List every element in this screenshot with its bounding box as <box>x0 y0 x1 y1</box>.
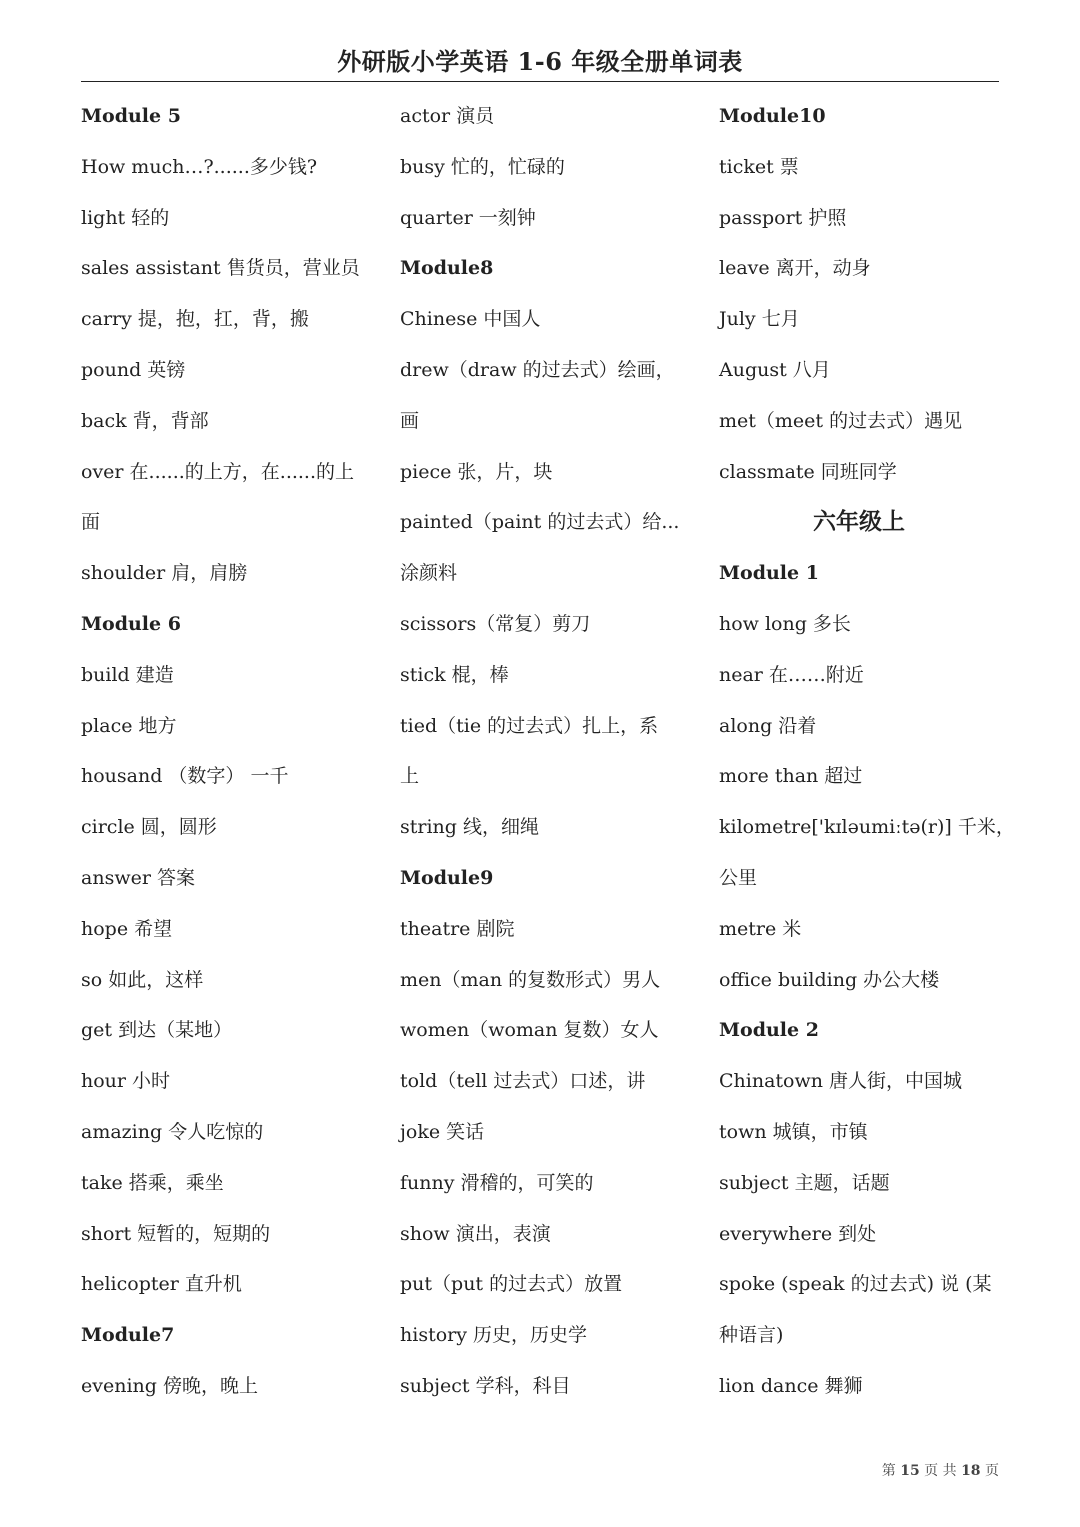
vocab-entry: kilometre['kɪləumiːtə(r)] 千米， <box>719 816 1015 839</box>
vocab-entry: near 在……附近 <box>719 663 864 686</box>
grade-heading: 六年级上 <box>813 508 905 536</box>
vocab-entry: place 地方 <box>81 714 177 737</box>
vocab-entry: subject 学科，科目 <box>400 1374 571 1397</box>
column-2 <box>400 91 700 1412</box>
vocab-entry: helicopter 直升机 <box>81 1273 242 1296</box>
vocab-entry: quarter 一刻钟 <box>400 206 536 229</box>
vocab-entry: Chinatown 唐人街，中国城 <box>719 1070 963 1093</box>
vocab-entry: classmate 同班同学 <box>719 460 897 483</box>
page-title: 外研版小学英语 1-6 年级全册单词表 <box>337 47 743 76</box>
vocab-entry: 种语言) <box>719 1324 784 1347</box>
vocab-entry: metre 米 <box>719 917 802 940</box>
vocab-entry: busy 忙的，忙碌的 <box>400 155 565 178</box>
vocab-entry: hope 希望 <box>81 917 173 940</box>
vocab-entry: history 历史，历史学 <box>400 1324 587 1347</box>
vocab-entry: funny 滑稽的，可笑的 <box>400 1171 594 1194</box>
vocab-entry: town 城镇，市镇 <box>719 1120 868 1143</box>
footer-label-mid: 页 共 <box>924 1463 957 1479</box>
vocab-entry: leave 离开，动身 <box>719 257 871 280</box>
page-footer <box>882 1460 999 1480</box>
vocab-entry: 上 <box>400 765 420 788</box>
vocab-entry: short 短暂的，短期的 <box>81 1222 271 1245</box>
vocab-entry: evening 傍晚，晚上 <box>81 1374 258 1397</box>
vocab-entry: build 建造 <box>81 663 174 686</box>
vocab-entry: tied（tie 的过去式）扎上，系 <box>400 714 659 737</box>
vocab-entry: put（put 的过去式）放置 <box>400 1273 623 1296</box>
vocab-entry: spoke (speak 的过去式) 说 (某 <box>719 1273 992 1296</box>
vocab-entry: amazing 令人吃惊的 <box>81 1120 264 1143</box>
vocab-entry: passport 护照 <box>719 206 847 229</box>
module-heading: Module 5 <box>81 105 181 127</box>
vocab-entry: lion dance 舞狮 <box>719 1374 863 1397</box>
vocab-entry: office building 办公大楼 <box>719 968 940 991</box>
module-heading: Module9 <box>400 866 494 889</box>
vocab-entry: July 七月 <box>719 308 800 331</box>
footer-label-post: 页 <box>985 1463 999 1479</box>
module-heading: Module8 <box>400 257 494 280</box>
vocab-entry: women（woman 复数）女人 <box>400 1019 659 1042</box>
vocab-entry: show 演出，表演 <box>400 1222 551 1245</box>
vocab-entry: told（tell 过去式）口述，讲 <box>400 1070 646 1093</box>
vocab-entry: along 沿着 <box>719 714 817 737</box>
vocab-entry: painted（paint 的过去式）给... <box>400 511 680 534</box>
vocab-entry: August 八月 <box>719 358 831 381</box>
footer-label-pre: 第 <box>881 1463 896 1479</box>
vocab-entry: 面 <box>81 511 101 534</box>
vocab-entry: actor 演员 <box>400 105 495 127</box>
total-page-number: 18 <box>961 1463 981 1479</box>
vocab-entry: 涂颜料 <box>400 562 458 585</box>
vocab-entry: housand （数字） 一千 <box>81 765 289 788</box>
vocab-entry: scissors（常复）剪刀 <box>400 612 591 635</box>
vocab-entry: ticket 票 <box>719 155 799 178</box>
vocab-entry: theatre 剧院 <box>400 917 515 940</box>
vocab-entry: subject 主题，话题 <box>719 1171 890 1194</box>
vocab-entry: men（man 的复数形式）男人 <box>400 968 661 991</box>
vocab-entry: answer 答案 <box>81 866 195 889</box>
vocab-entry: circle 圆，圆形 <box>81 816 217 839</box>
vocab-entry: so 如此，这样 <box>81 968 204 991</box>
vocab-entry: pound 英镑 <box>81 358 186 381</box>
column-3 <box>719 91 1019 1412</box>
vocab-entry: joke 笑话 <box>400 1120 485 1143</box>
module-heading: Module10 <box>719 105 826 127</box>
vocab-entry: carry 提，抱，扛，背，搬 <box>81 308 309 331</box>
title-underline <box>81 81 999 82</box>
vocab-entry: back 背，背部 <box>81 409 209 432</box>
vocab-entry: Chinese 中国人 <box>400 308 541 331</box>
vocab-entry: more than 超过 <box>719 765 863 788</box>
module-heading: Module7 <box>81 1324 175 1347</box>
vocab-entry: met（meet 的过去式）遇见 <box>719 409 963 432</box>
vocab-entry: sales assistant 售货员，营业员 <box>81 257 360 280</box>
vocab-entry: over 在......的上方，在......的上 <box>81 460 355 483</box>
vocab-entry: hour 小时 <box>81 1070 171 1093</box>
current-page-number: 15 <box>900 1463 920 1479</box>
vocab-entry: piece 张，片，块 <box>400 460 553 483</box>
vocab-entry: 公里 <box>719 866 758 889</box>
vocab-entry: get 到达（某地） <box>81 1019 233 1042</box>
vocab-entry: 画 <box>400 409 420 432</box>
vocab-entry: everywhere 到处 <box>719 1222 877 1245</box>
column-1 <box>81 91 381 1412</box>
vocab-entry: string 线，细绳 <box>400 816 539 839</box>
vocab-entry: stick 棍，棒 <box>400 663 509 686</box>
vocab-entry: drew（draw 的过去式）绘画， <box>400 358 675 381</box>
module-heading: Module 6 <box>81 612 181 635</box>
vocab-entry: How much…?......多少钱? <box>81 155 318 178</box>
vocab-entry: shoulder 肩，肩膀 <box>81 562 248 585</box>
vocab-entry: take 搭乘，乘坐 <box>81 1171 224 1194</box>
vocab-entry: how long 多长 <box>719 612 851 635</box>
module-heading: Module 2 <box>719 1019 819 1042</box>
module-heading: Module 1 <box>719 562 819 585</box>
vocab-entry: light 轻的 <box>81 206 170 229</box>
